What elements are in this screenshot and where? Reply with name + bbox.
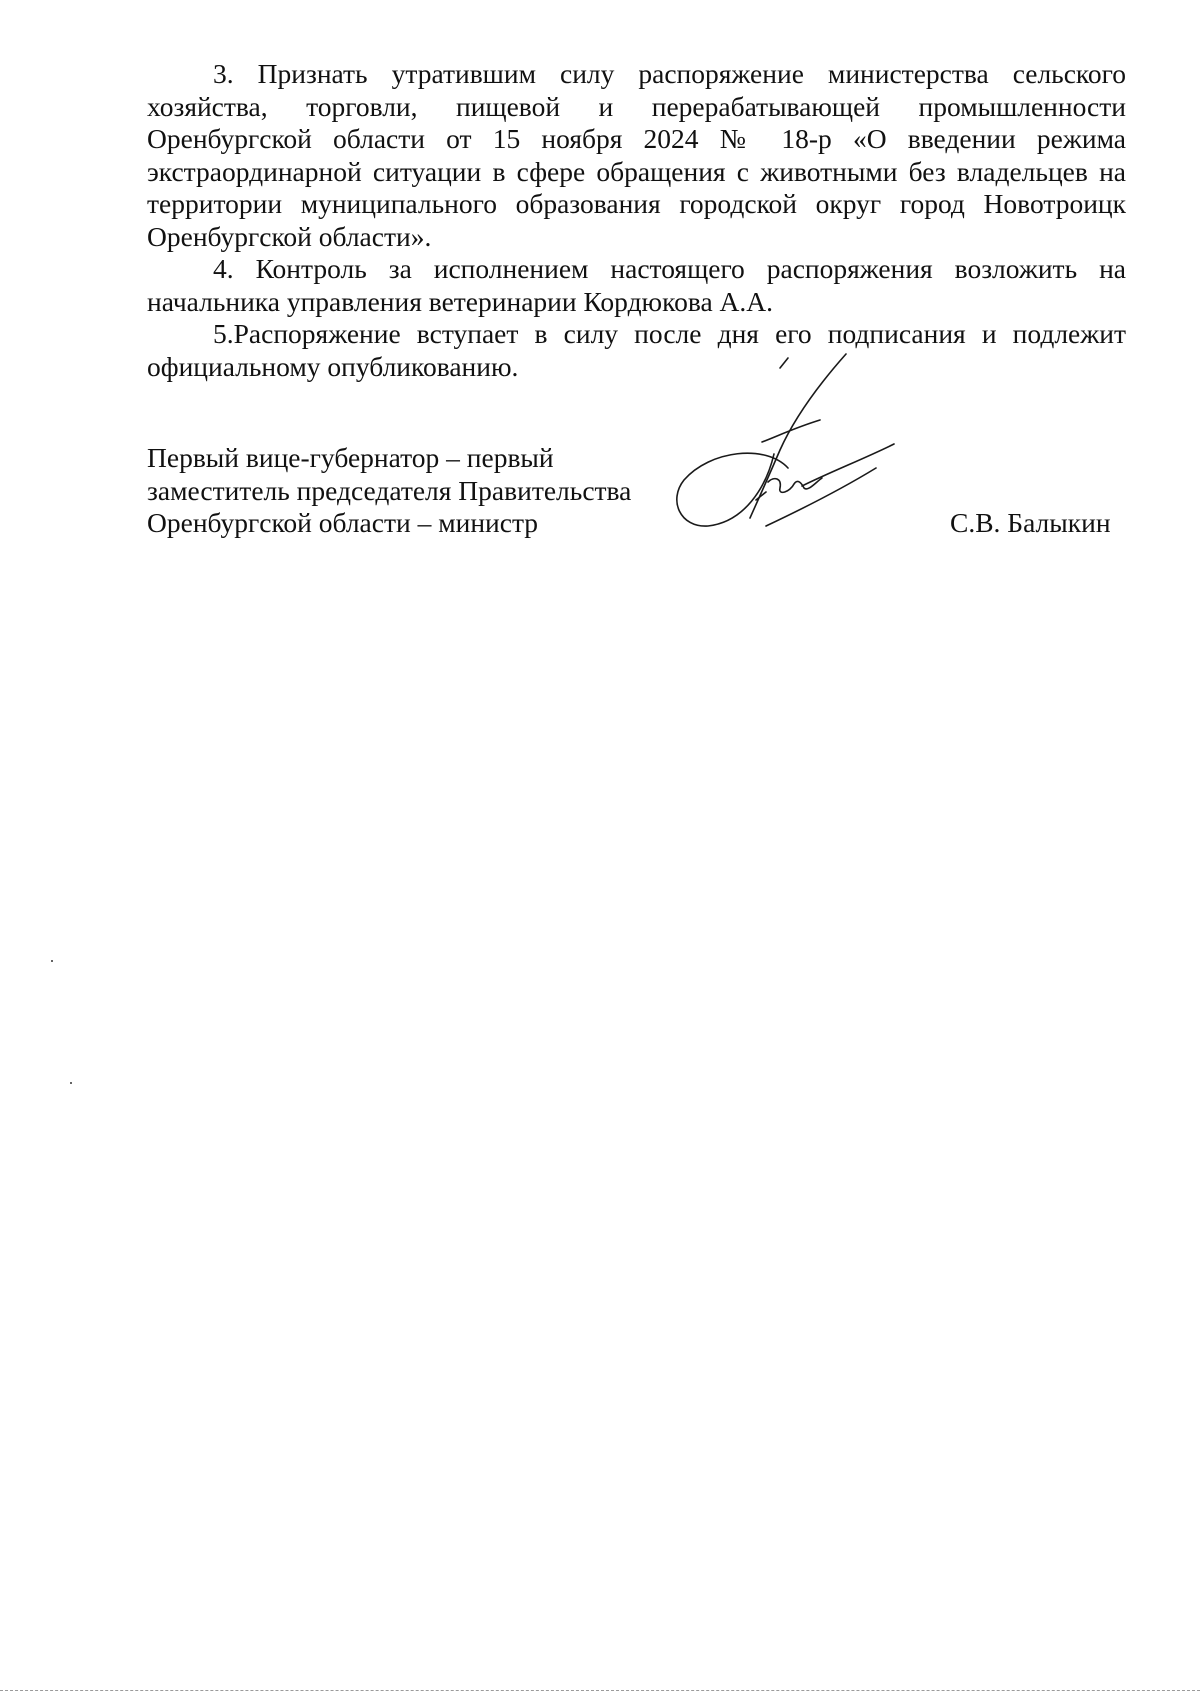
position-line-2: заместитель председателя Правительства	[147, 474, 632, 506]
document-body	[147, 58, 1126, 383]
position-line-3: Оренбургской области – министр	[147, 507, 539, 538]
paragraph-3: 3. Признать утратившим силу распоряжение министерства сельского хозяйства, торговли, пищевой и перерабатывающей промышленности Оренбургской области от 15 ноября 2024 № 18-р «О введении режима экстраординарной ситуации в сфере обращения с животными без владельцев на территории муниципального образования городской округ город Новотроицк Оренбургской области».	[147, 58, 1126, 252]
signatory-position	[147, 442, 631, 540]
page-edge-rule	[0, 1690, 1200, 1691]
handwritten-signature-icon	[670, 350, 900, 540]
scan-speck	[70, 1082, 72, 1084]
position-line-1: Первый вице-губернатор – первый	[147, 442, 554, 473]
signer-name: С.В. Балыкин	[950, 507, 1111, 538]
scan-speck	[51, 960, 53, 962]
paragraph-5: 5.Распоряжение вступает в силу после дня его подписания и подлежит официальному опубликованию.	[147, 318, 1126, 382]
paragraph-4: 4. Контроль за исполнением настоящего распоряжения возложить на начальника управления ветеринарии Кордюкова А.А.	[147, 253, 1126, 317]
